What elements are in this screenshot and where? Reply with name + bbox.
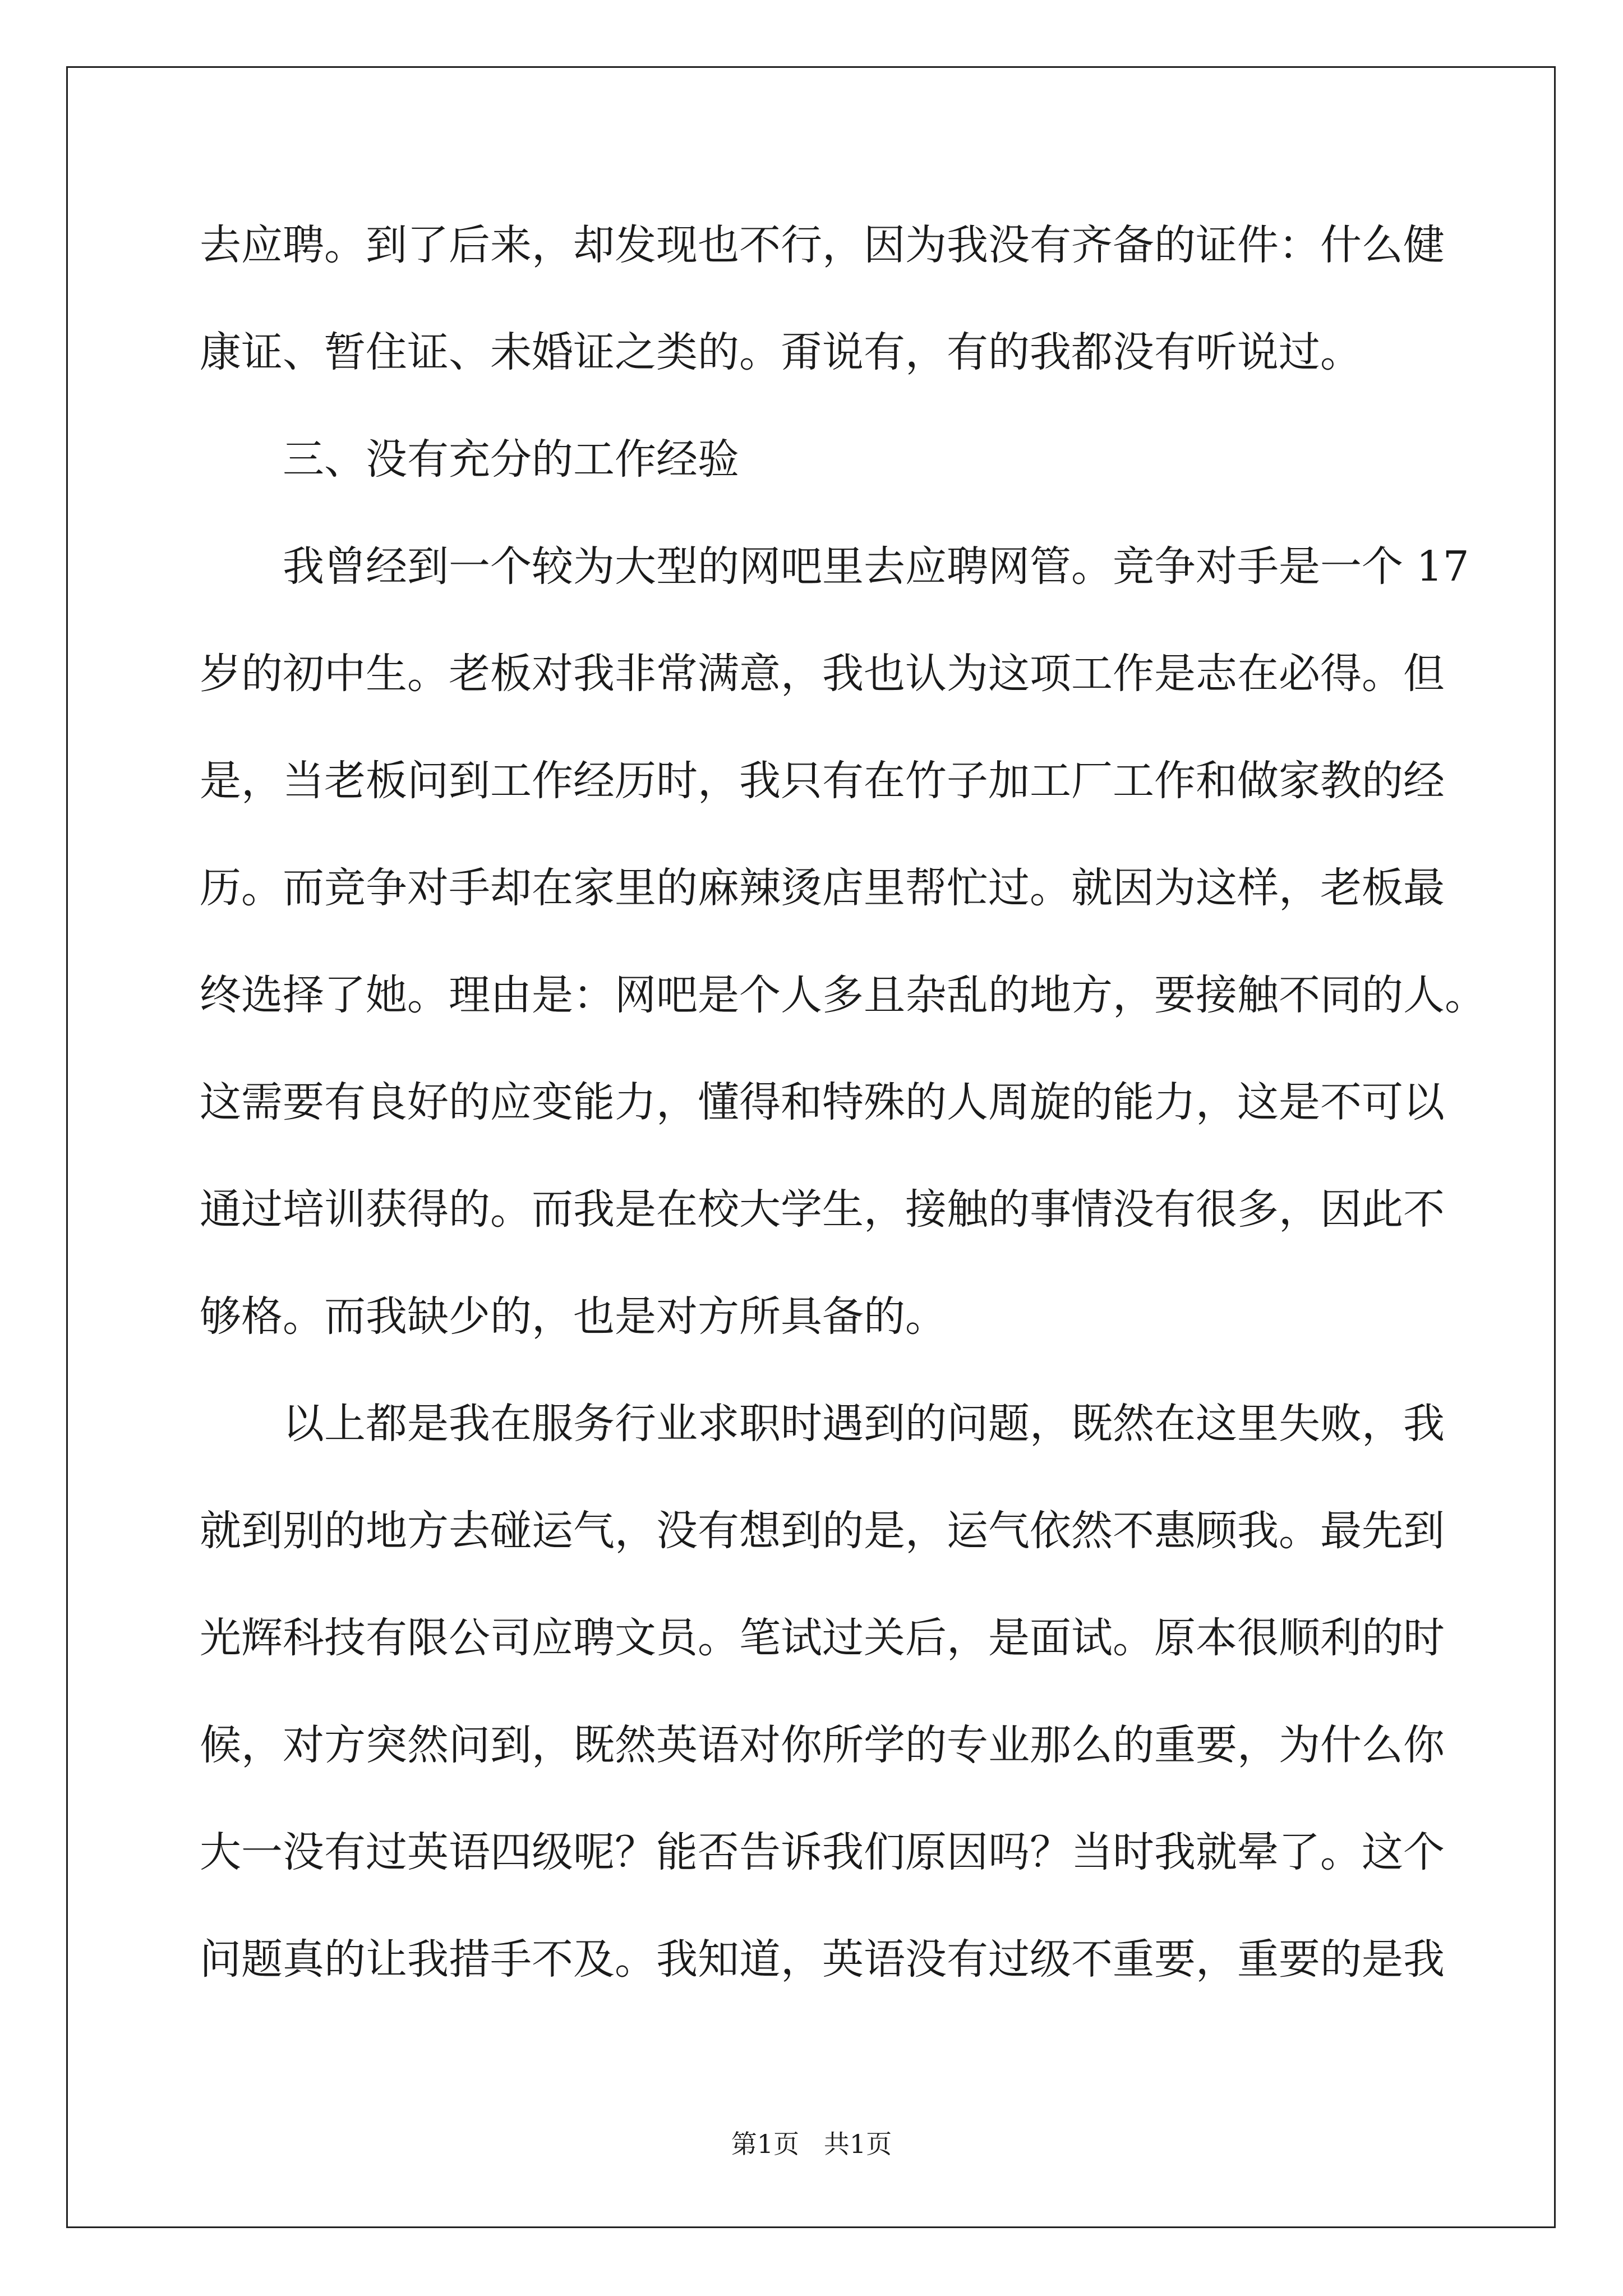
page-footer: 第1页 共1页 bbox=[731, 2129, 892, 2159]
text-line: 大一没有过英语四级呢？能否告诉我们原因吗？当时我就晕了。这个 bbox=[200, 1828, 1445, 1876]
text-line: 就到别的地方去碰运气，没有想到的是，运气依然不惠顾我。最先到 bbox=[200, 1507, 1445, 1555]
text-line: 去应聘。到了后来，却发现也不行，因为我没有齐备的证件：什么健 bbox=[200, 221, 1445, 269]
text-line: 以上都是我在服务行业求职时遇到的问题，既然在这里失败，我 bbox=[283, 1400, 1445, 1448]
text-line: 岁的初中生。老板对我非常满意，我也认为这项工作是志在必得。但 bbox=[200, 650, 1445, 698]
text-line: 候，对方突然问到，既然英语对你所学的专业那么的重要，为什么你 bbox=[200, 1721, 1445, 1769]
text-line: 康证、暂住证、未婚证之类的。甭说有，有的我都没有听说过。 bbox=[200, 328, 1362, 376]
text-line: 历。而竞争对手却在家里的麻辣烫店里帮忙过。就因为这样，老板最 bbox=[200, 864, 1445, 912]
text-line: 问题真的让我措手不及。我知道，英语没有过级不重要，重要的是我 bbox=[200, 1935, 1445, 1984]
text-line: 通过培训获得的。而我是在校大学生，接触的事情没有很多，因此不 bbox=[200, 1185, 1445, 1234]
text-line: 这需要有良好的应变能力，懂得和特殊的人周旋的能力，这是不可以 bbox=[200, 1078, 1445, 1126]
text-line: 终选择了她。理由是：网吧是个人多且杂乱的地方，要接触不同的人。 bbox=[200, 971, 1486, 1019]
text-line: 是，当老板问到工作经历时，我只有在竹子加工厂工作和做家教的经 bbox=[200, 757, 1445, 805]
text-line: 我曾经到一个较为大型的网吧里去应聘网管。竞争对手是一个 17 bbox=[283, 542, 1469, 591]
text-line: 光辉科技有限公司应聘文员。笔试过关后，是面试。原本很顺利的时 bbox=[200, 1614, 1445, 1662]
text-line: 三、没有充分的工作经验 bbox=[283, 435, 739, 484]
text-line: 够格。而我缺少的，也是对方所具备的。 bbox=[200, 1292, 947, 1341]
document-body bbox=[200, 213, 1486, 2035]
